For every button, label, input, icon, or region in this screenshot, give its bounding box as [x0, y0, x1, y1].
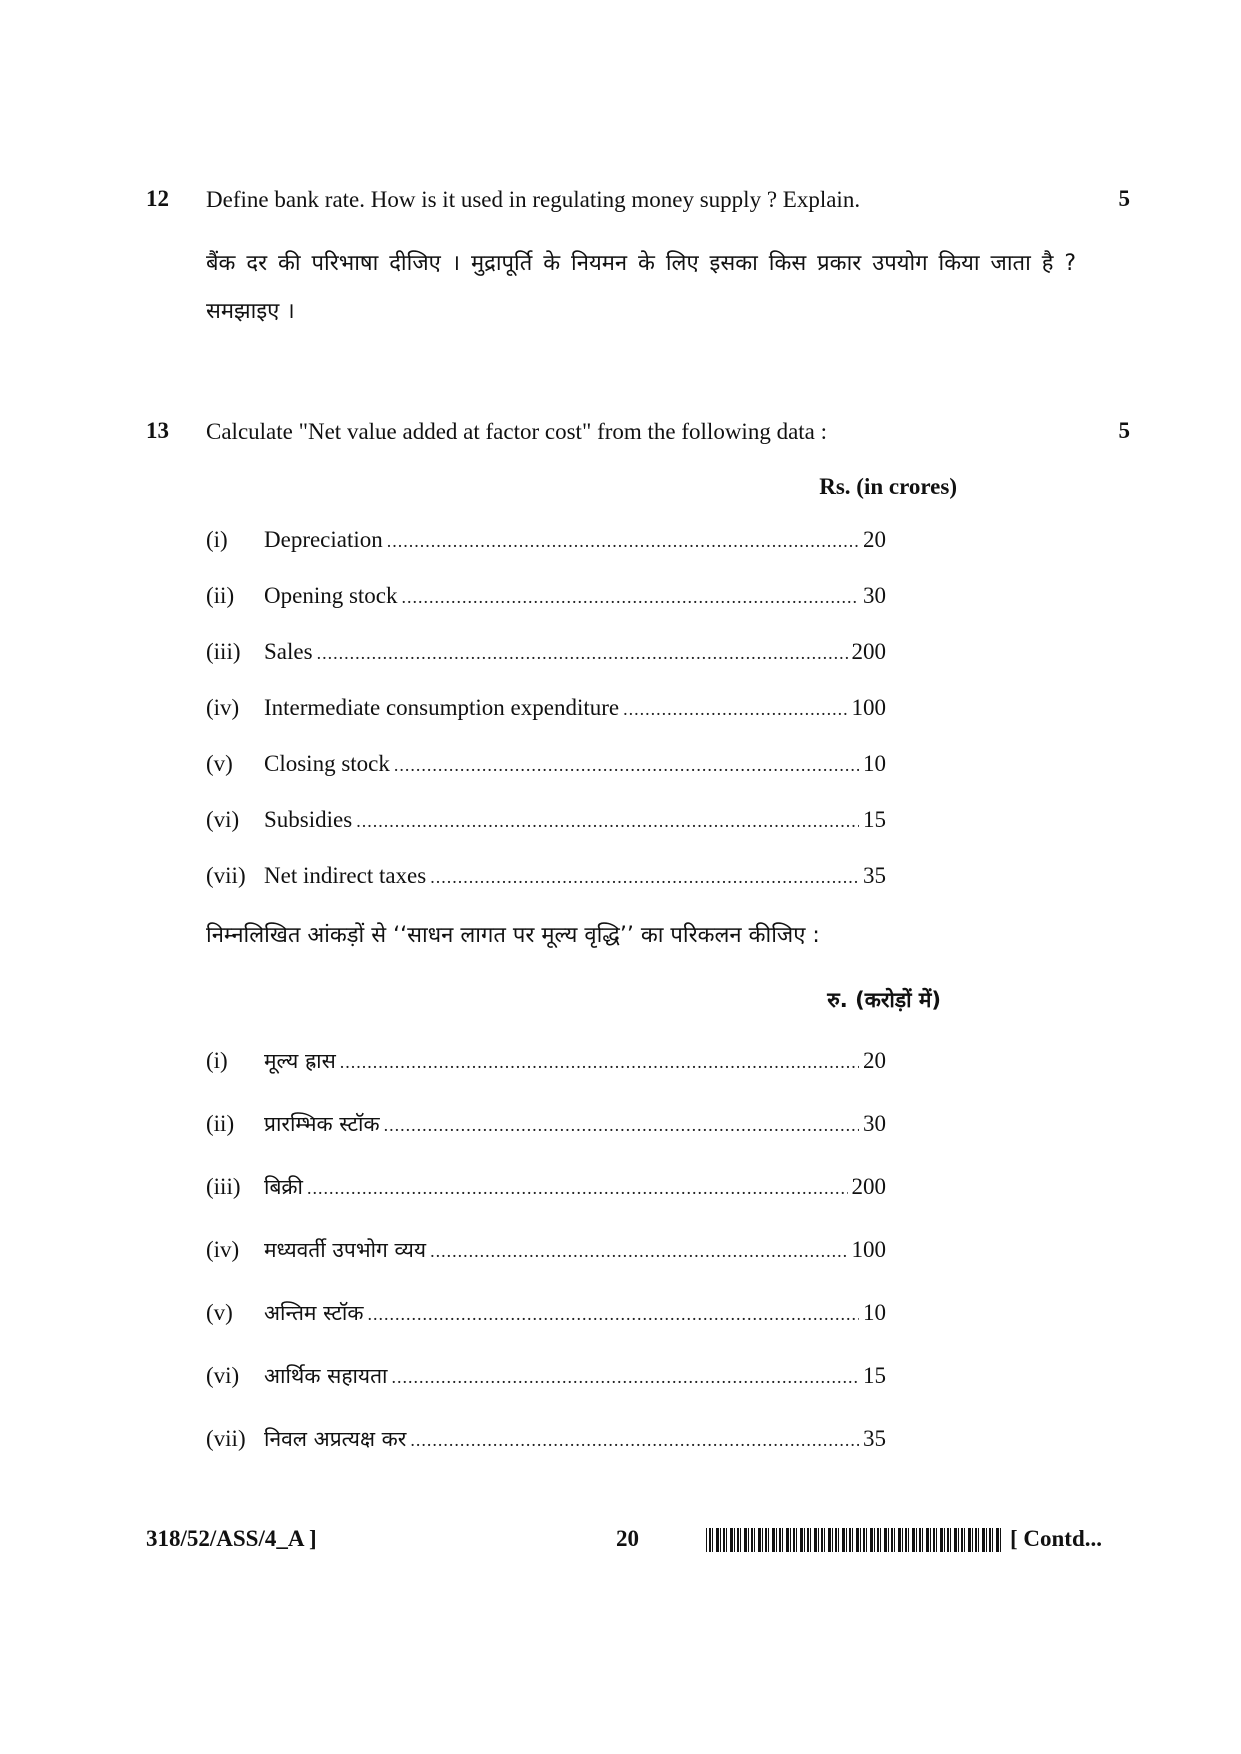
item-label: Subsidies: [264, 807, 353, 832]
item-label: निवल अप्रत्यक्ष कर: [264, 1427, 407, 1451]
dot-leader: [430, 867, 859, 888]
dot-leader: [402, 587, 859, 608]
list-item: [206, 695, 886, 751]
item-number: (v): [206, 751, 233, 776]
item-number: (iv): [206, 1237, 240, 1262]
item-number: (v): [206, 1300, 233, 1325]
item-number: (iv): [206, 695, 240, 720]
item-value: 10: [863, 751, 886, 776]
barcode: [706, 1528, 1002, 1552]
q13-unit-en: Rs. (in crores): [819, 474, 957, 499]
page-footer: [146, 1526, 1121, 1566]
item-number: (ii): [206, 1111, 235, 1136]
q13-text-hi: निम्नलिखित आंकड़ों से ‘‘साधन लागत पर मूल्य वृद्धि’’ का परिकलन कीजिए :: [206, 923, 820, 948]
q13-unit-hi: रु. (करोड़ों में): [827, 988, 941, 1012]
item-label: Closing stock: [264, 751, 390, 776]
dot-leader: [394, 755, 859, 776]
item-value: 200: [851, 639, 886, 664]
item-label: Intermediate consumption expenditure: [264, 695, 620, 720]
item-label: मूल्य ह्रास: [264, 1049, 336, 1073]
dot-leader: [367, 1304, 859, 1325]
list-item: [206, 807, 886, 863]
list-item: [206, 1299, 886, 1362]
paper-code: 318/52/ASS/4_A ]: [146, 1526, 317, 1551]
item-number: (vi): [206, 807, 240, 832]
dot-leader: [430, 1241, 847, 1262]
dot-leader: [356, 811, 859, 832]
q13-marks: 5: [1118, 418, 1130, 443]
item-label: Net indirect taxes: [264, 863, 427, 888]
list-item: [206, 527, 886, 583]
item-number: (ii): [206, 583, 235, 608]
item-value: 35: [863, 863, 886, 888]
dot-leader: [307, 1178, 848, 1199]
dot-leader: [392, 1367, 860, 1388]
q12-text-en: Define bank rate. How is it used in regulating money supply ? Explain.: [206, 187, 861, 212]
item-number: (iii): [206, 639, 241, 664]
list-item: [206, 1425, 886, 1488]
dot-leader: [623, 699, 847, 720]
item-number: (i): [206, 1048, 228, 1073]
list-item: [206, 751, 886, 807]
list-item: [206, 863, 886, 919]
page-number: 20: [616, 1526, 639, 1551]
item-value: 15: [863, 807, 886, 832]
q13-items-hi: [206, 1047, 886, 1488]
continued-label: [ Contd...: [1010, 1526, 1103, 1551]
item-value: 20: [863, 1048, 886, 1073]
item-number: (iii): [206, 1174, 241, 1199]
list-item: [206, 1236, 886, 1299]
dot-leader: [340, 1052, 859, 1073]
item-label: Opening stock: [264, 583, 398, 608]
q13-items-en: [206, 527, 886, 919]
item-value: 30: [863, 1111, 886, 1136]
item-label: बिक्री: [264, 1175, 303, 1199]
item-label: आर्थिक सहायता: [264, 1364, 388, 1388]
q12-marks: 5: [1118, 186, 1130, 211]
dot-leader: [410, 1430, 859, 1451]
item-value: 20: [863, 527, 886, 552]
q12-number: 12: [146, 186, 169, 211]
list-item: [206, 639, 886, 695]
list-item: [206, 1362, 886, 1425]
item-value: 200: [851, 1174, 886, 1199]
item-value: 15: [863, 1363, 886, 1388]
item-label: Sales: [264, 639, 313, 664]
item-value: 100: [851, 695, 886, 720]
item-number: (i): [206, 527, 228, 552]
q13-number: 13: [146, 418, 169, 443]
list-item: [206, 1047, 886, 1110]
item-number: (vii): [206, 863, 246, 888]
item-value: 35: [863, 1426, 886, 1451]
dot-leader: [317, 643, 848, 664]
item-label: अन्तिम स्टॉक: [264, 1301, 364, 1325]
dot-leader: [387, 531, 859, 552]
list-item: [206, 1110, 886, 1173]
item-label: मध्यवर्ती उपभोग व्यय: [264, 1238, 427, 1262]
dot-leader: [384, 1115, 859, 1136]
item-number: (vii): [206, 1426, 246, 1451]
q13-text-en: Calculate "Net value added at factor cost" from the following data :: [206, 419, 828, 444]
item-value: 10: [863, 1300, 886, 1325]
q12-text-hi: बैंक दर की परिभाषा दीजिए । मुद्रापूर्ति के नियमन के लिए इसका किस प्रकार उपयोग किया जाता है ? समझाइए ।: [206, 251, 1076, 324]
item-number: (vi): [206, 1363, 240, 1388]
item-value: 30: [863, 583, 886, 608]
item-label: Depreciation: [264, 527, 383, 552]
list-item: [206, 1173, 886, 1236]
item-label: प्रारम्भिक स्टॉक: [264, 1112, 380, 1136]
item-value: 100: [851, 1237, 886, 1262]
list-item: [206, 583, 886, 639]
